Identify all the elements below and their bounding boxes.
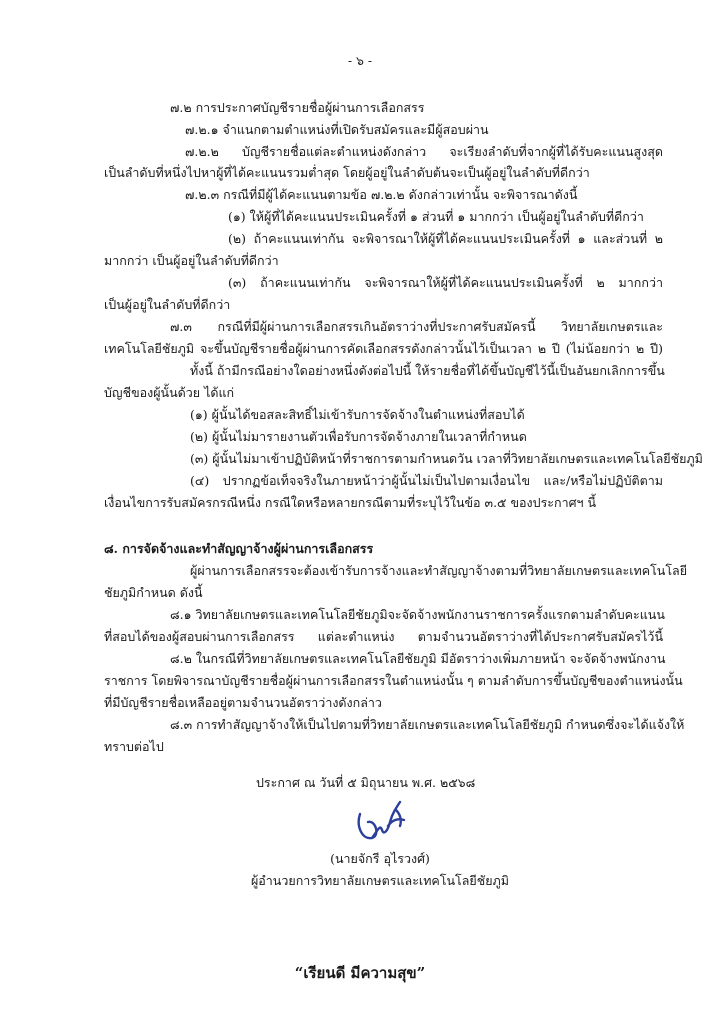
section-8-heading: ๘. การจัดจ้างและทำสัญญาจ้างผู้ผ่านการเลือกสรร	[104, 541, 374, 556]
paragraph-line: เป็นลำดับที่หนึ่งไปหาผู้ที่ได้คะแนนรวมต่ำสุด โดยผู้อยู่ในลำดับต้นจะเป็นผู้อยู่ในลำดับที่ดีกว่า	[104, 165, 590, 180]
paragraph-line: (๑) ให้ผู้ที่ได้คะแนนประเมินครั้งที่ ๑ ส่วนที่ ๑ มากกว่า เป็นผู้อยู่ในลำดับที่ดีกว่า	[228, 209, 644, 224]
paragraph-line: เงื่อนไขการรับสมัครกรณีหนึ่ง กรณีใดหรือหลายกรณีตามที่ระบุไว้ในข้อ ๓.๕ ของประกาศฯ นี้	[104, 495, 597, 510]
announcement-date: ประกาศ ณ วันที่ ๕ มิถุนายน พ.ศ. ๒๕๖๘	[256, 775, 476, 790]
paragraph-line: ราชการ โดยพิจารณาบัญชีรายชื่อผู้ผ่านการเลือกสรรในตำแหน่งนั้น ๆ ตามลำดับการขึ้นบัญชีของตำแหน่งนั้น	[104, 673, 683, 688]
list-item: (๑) ผู้นั้นได้ขอสละสิทธิ์ไม่เข้ารับการจัดจ้างในตำแหน่งที่สอบได้	[190, 407, 525, 422]
list-item: (๔) ปรากฏข้อเท็จจริงในภายหน้าว่าผู้นั้นไม่เป็นไปตามเงื่อนไข และ/หรือไม่ปฏิบัติตาม	[190, 473, 663, 488]
footer-slogan: “เรียนดี มีความสุข”	[294, 964, 426, 982]
paragraph-line: ชัยภูมิกำหนด ดังนี้	[104, 585, 203, 600]
list-item: (๒) ผู้นั้นไม่มารายงานตัวเพื่อรับการจัดจ้างภายในเวลาที่กำหนด	[190, 429, 527, 444]
paragraph-line: มากกว่า เป็นผู้อยู่ในลำดับที่ดีกว่า	[104, 253, 279, 268]
paragraph-line: ๗.๒.๒ บัญชีรายชื่อแต่ละตำแหน่งดังกล่าว จะเรียงลำดับที่จากผู้ที่ได้รับคะแนนสูงสุด	[185, 144, 663, 159]
paragraph-line: ๘.๒ ในกรณีที่วิทยาลัยเกษตรและเทคโนโลยีชัยภูมิ มีอัตราว่างเพิ่มภายหน้า จะจัดจ้างพนักงาน	[170, 651, 666, 666]
signer-title: ผู้อำนวยการวิทยาลัยเกษตรและเทคโนโลยีชัยภูมิ	[250, 873, 510, 888]
paragraph-line: ๘.๓ การทำสัญญาจ้างให้เป็นไปตามที่วิทยาลัยเกษตรและเทคโนโลยีชัยภูมิ กำหนดซึ่งจะได้แจ้งให้	[170, 717, 685, 732]
paragraph-line: (๓) ถ้าคะแนนเท่ากัน จะพิจารณาให้ผู้ที่ได้คะแนนประเมินครั้งที่ ๒ มากกว่า	[228, 275, 663, 290]
paragraph-line: บัญชีของผู้นั้นด้วย ได้แก่	[104, 385, 235, 400]
paragraph-line: เทคโนโลยีชัยภูมิ จะขึ้นบัญชีรายชื่อผู้ผ่านการคัดเลือกสรรดังกล่าวนั้นไว้เป็นเวลา ๒ ปี (ไม่น้อยกว่า ๒ ปี)	[104, 341, 663, 356]
paragraph-line: ๘.๑ วิทยาลัยเกษตรและเทคโนโลยีชัยภูมิจะจัดจ้างพนักงานราชการครั้งแรกตามลำดับคะแนน	[170, 607, 665, 622]
paragraph-line: ที่มีบัญชีรายชื่อเหลืออยู่ตามจำนวนอัตราว่างดังกล่าว	[104, 695, 382, 710]
paragraph-line: ๗.๒.๑ จำแนกตามตำแหน่งที่เปิดรับสมัครและมีผู้สอบผ่าน	[185, 122, 489, 137]
handwritten-signature	[352, 790, 412, 848]
paragraph-line: เป็นผู้อยู่ในลำดับที่ดีกว่า	[104, 297, 231, 312]
paragraph-line: ทั้งนี้ ถ้ามีกรณีอย่างใดอย่างหนึ่งดังต่อไปนี้ ให้รายชื่อที่ได้ขึ้นบัญชีไว้นี้เป็นอันยกเลิกการขึ้น	[190, 363, 665, 378]
signer-name: (นายจักรี อุไรวงศ์)	[330, 851, 430, 866]
list-item: (๓) ผู้นั้นไม่มาเข้าปฏิบัติหน้าที่ราชการตามกำหนดวัน เวลาที่วิทยาลัยเกษตรและเทคโนโลยีชัยภูมิ	[190, 451, 703, 466]
paragraph-line: ๗.๒.๓ กรณีที่มีผู้ได้คะแนนตามข้อ ๗.๒.๒ ดังกล่าวเท่านั้น จะพิจารณาดังนี้	[185, 187, 578, 202]
paragraph-line: ผู้ผ่านการเลือกสรรจะต้องเข้ารับการจ้างและทำสัญญาจ้างตามที่วิทยาลัยเกษตรและเทคโนโลยี	[190, 563, 688, 578]
page-number: - ๖ -	[347, 53, 373, 68]
paragraph-line: ๗.๓ กรณีที่มีผู้ผ่านการเลือกสรรเกินอัตราว่างที่ประกาศรับสมัครนี้ วิทยาลัยเกษตรและ	[170, 319, 663, 334]
paragraph-line: (๒) ถ้าคะแนนเท่ากัน จะพิจารณาให้ผู้ที่ได้คะแนนประเมินครั้งที่ ๑ และส่วนที่ ๒	[228, 231, 663, 246]
paragraph-line: ทราบต่อไป	[104, 739, 164, 754]
paragraph-line: ที่สอบได้ของผู้สอบผ่านการเลือกสรร แต่ละตำแหน่ง ตามจำนวนอัตราว่างที่ได้ประกาศรับสมัครไว้นี้	[104, 629, 663, 644]
section-7-2-heading: ๗.๒ การประกาศบัญชีรายชื่อผู้ผ่านการเลือกสรร	[170, 100, 425, 115]
